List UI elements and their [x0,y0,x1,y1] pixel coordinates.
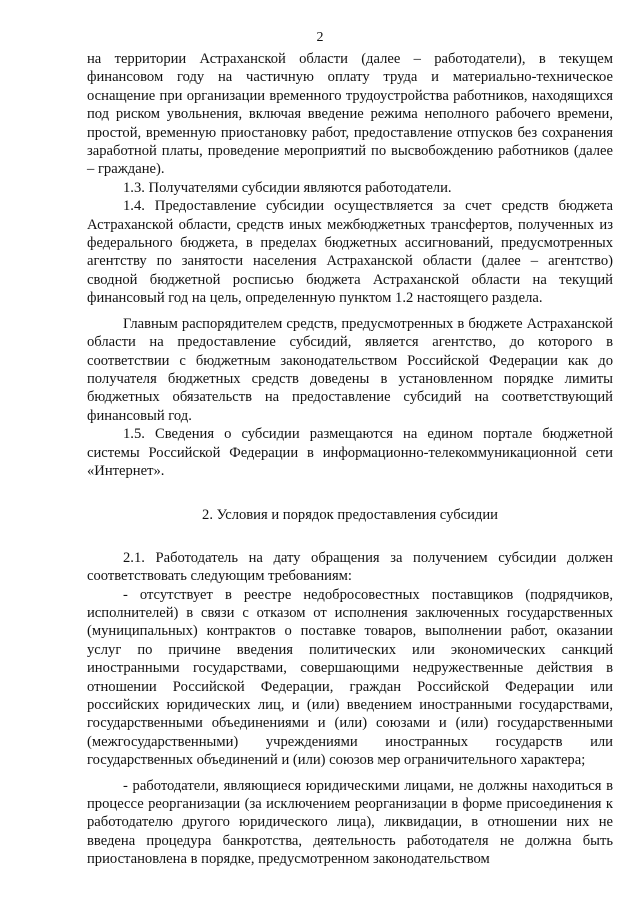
document-body [87,50,613,869]
list-item-requirement-2: - работодатели, являющиеся юридическими лицами, не должны находиться в процессе реорганизации (за исключением реорганизации в форме присоединения к работодателю другого юридического лица), ликвидации, в отношении них не введена процедура банкротства, деятельность работодателя не должна быть приостановлена в порядке, предусмотренном законодательством [87,777,613,868]
list-item-requirement-1: - отсутствует в реестре недобросовестных поставщиков (подрядчиков, исполнителей) в связи с отказом от исполнения заключенных государственных (муниципальных) контрактов о поставке товаров, выполнении работ, оказании услуг по причине введения политических или экономических санкций иностранными государствами, совершающими недружественные действия в отношении Российской Федерации, граждан Российской Федерации или российских юридических лиц, и (или) введением иностранными государствами, государственными объединениями и (или) союзами и (или) государственными (межгосударственными) учреждениями иностранных государств или государственных объединений и (или) союзов мер ограничительного характера; [87,586,613,769]
page-number: 2 [316,30,324,45]
section-2-heading: 2. Условия и порядок предоставления субсидии [202,507,498,524]
paragraph-1-5: 1.5. Сведения о субсидии размещаются на едином портале бюджетной системы Российской Федерации в информационно-телекоммуникационной сети «Интернет». [87,426,613,479]
paragraph-continuation: на территории Астраханской области (далее – работодатели), в текущем финансовом году на частичную оплату труда и материально-техническое оснащение при организации временного трудоустройства работников, находящихся под риском увольнения, включая введение режима неполного рабочего времени, простой, временную приостановку работ, предоставление отпусков без сохранения заработной платы, проведение мероприятий по высвобождению работников (далее – граждане). [87,51,613,178]
paragraph-2-1: 2.1. Работодатель на дату обращения за получением субсидии должен соответствовать следующим требованиям: [87,549,613,585]
paragraph-1-3: 1.3. Получателями субсидии являются работодатели. [123,179,452,196]
paragraph-1-4: 1.4. Предоставление субсидии осуществляется за счет средств бюджета Астраханской области, средств иных межбюджетных трансфертов, полученных из федерального бюджета, в пределах бюджетных ассигнований, предусмотренных агентству по занятости населения Астраханской области (далее – агентство) сводной бюджетной росписью бюджета Астраханской области на текущий финансовый год на цель, определенную пунктом 1.2 настоящего раздела. [87,198,613,307]
paragraph-1-4-main-manager: Главным распорядителем средств, предусмотренных в бюджете Астраханской области на предоставление субсидий, является агентство, до которого в соответствии с бюджетным законодательством Российской Федерации как до получателя бюджетных средств доведены в установленном порядке лимиты бюджетных обязательств на предоставление субсидий на соответствующий финансовый год. [87,315,613,424]
